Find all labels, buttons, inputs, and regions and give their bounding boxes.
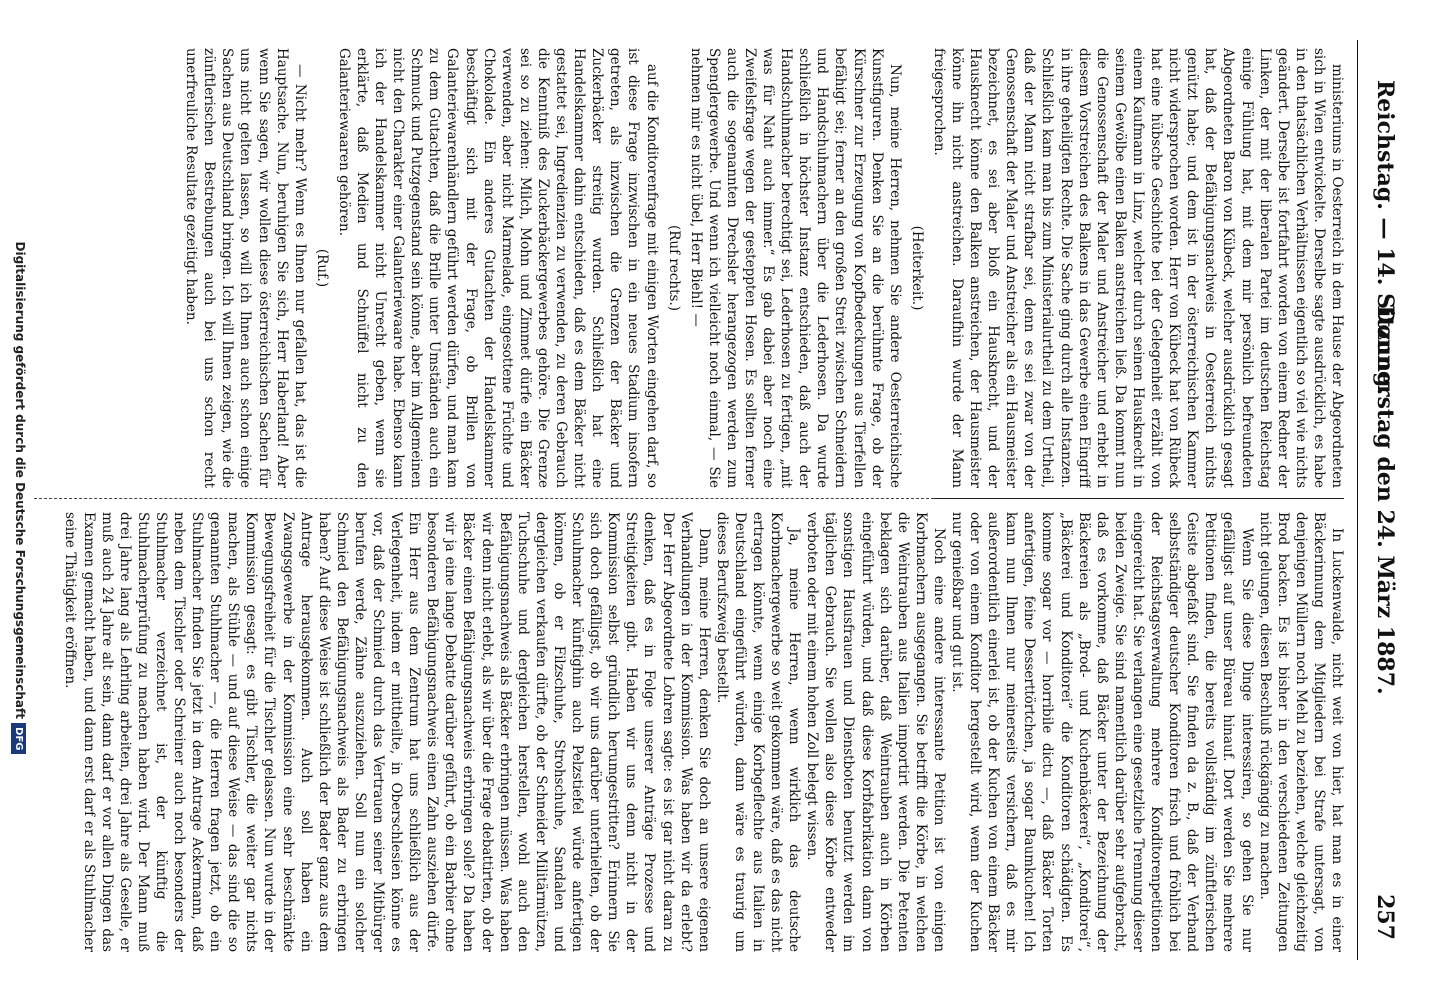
left-paragraph-3: auf die Konditorenfrage mit einigen Worten eingehen darf, so ist diese Frage inzwischen in ein neues Stadium insofern getreten, als inzwischen die Grenzen der Bäcker und Zuckerbäcker streitig wurden. Schließlich hat eine Handelskammer dahin entschieden, daß es dem Bäcker nicht gestattet sei, Ingredienzien zu verwenden, zu deren Gebrauch die Kenntniß des Zuckerbäckergewerbes gehöre. Die Grenze sei so zu ziehen: Milch, Mohn und Zimmet dürfe ein Bäcker verwenden, aber nicht Marmelade, eingesottene Früchte und Chokolade. Ein anderes Gutachten der Handelskammer beschäftigt sich mit der Frage, ob Brillen von Galanteriewarenhändlern geführt werden dürfen, und man kam zu dem Gutachten, daß die Brille unter Umständen auch ein Schmuck und Putzgegenstand sein könne, aber im Allgemeinen nicht den Charakter einer Galanteriewaare habe. Ebenso kann ich der Handelskammer nicht Unrecht geben, wenn sie erklärte, daß Medien und Schnüffel nicht zu den Galanteriewaaren gehören.	[335, 48, 660, 488]
left-aside-ruf: (Ruf.)	[313, 248, 330, 288]
right-paragraph-3: Noch eine andere interessante Petition ist von einigen Korbmachern ausgegangen. Sie betrifft die Körbe, in welchen die Weintrauben aus Italien importirt werden. Die Petenten beklagen sich darüber, daß Weintrauben auch in Körben eingeführt würden, und daß diese Korbfabrikation dann von sonstigen Hausfrauen und Dienstboten benutzt werden im täglichen Gebrauch. Sie wollen also diese Körbe entweder verboten oder mit einem hohen Zoll belegt wissen.	[804, 512, 947, 952]
right-paragraph-4: Ja, meine Herren, wenn wirklich das deutsche Korbmachergewerbe so weit gekommen wäre, daß es das nicht ertragen könnte, wenn einige Korbgeflechte aus Italien in Deutschland eingeführt würden, dann wäre es traurig um dieses Berufszweig bestellt.	[713, 512, 803, 952]
header-rule	[1357, 40, 1358, 960]
left-paragraph-4: — Nicht mehr? Wenn es Ihnen nur gefallen hat, das ist die Hauptsache. Nun, beruhigen Sie sich, Herr Haberland! Aber wenn Sie sagen, wir wollen diese österreichischen Sachen für uns nicht gelten lassen, so will ich Ihnen auch schon einige Sachen aus Deutschland bringen. Ich will Ihnen zeigen, wie die zünftlerischen Bestrebungen auch bei uns schon recht unerfreuliche Resultate gezeitigt haben.	[183, 48, 308, 488]
right-paragraph-1: In Luckenwalde, nicht weit von hier, hat man es in einer Bäckerinnung dem Mitgliedern bei Strafe untersagt, von denjenigen Müllern noch Mehl zu beziehen, welche gleichzeitig Brod backen. Es ist bisher in den verschiedenen Zeitungen nicht gelungen, diesen Beschluß rückgängig zu machen.	[1256, 512, 1345, 952]
right-paragraph-5: Dann, meine Herren, denken Sie doch an unsere eigenen Verhandlungen in der Kommission. Was haben wir da erlebt? Der Herr Abgeordnete Lohren sagte: es ist gar nicht daran zu denken, daß es in Folge unserer Anträge Prozesse und Streitigkeiten gibt. Haben wir uns denn nicht in der Kommission selbst gründlich herumgestritten? Erinnern Sie sich doch gefälligst, ob wir uns darüber unterhielten, ob der Schuhmacher künftighin auch Pelzstiefel würde anfertigen können, ob er Filzschuhe, Strohschuhe, Sandalen und dergleichen verkaufen dürfte, ob der Schneider Militärmützen, Tuchschuhe und dergleichen herstellen, wohl auch den Befähigungsnachweis als Bäcker erbringen müssen. Was haben wir denn nicht erlebt, als wir über die Frage debattirten, ob der Bäcker einen Befähigungsnachweis erbringen solle? Da haben wir ja eine lange Debatte darüber geführt, ob ein Barbier ohne besonderen Befähigungsnachweis einen Zahn ausziehen dürfe. Ein Herr aus dem Zentrum hat uns schließlich aus der Verlegenheit, indem er mittheilte, in Oberschlesien könne es vor, daß der Schmied durch das Vertrauen seiner Mitbürger berufen werde, Zähne auszuziehen. Soll nun ein solcher Schmied den Befähigungsnachweis als Bader zu erbringen haben? Auf diese Weise ist schließlich der Bader ganz aus dem Antrage herausgekommen. Auch soll haben ein Zwangsgewerbe in der Kommission eine sehr beschränkte Bewegungsfreiheit für die Tischler gelassen. Nun wurde in der Kommission gesagt: es gibt Tischler, die weiter gar nichts machen, als Stühle — und auf diese Weise — das sind die so genannten Stuhlmacher —, die Herren fragen jetzt, ob ein Stuhlmacher finden Sie jetzt in dem Antrage Ackermann, daß neben dem Tischler oder Schreiner auch noch besonders der Stuhlmacher verzeichnet ist, der künftig die Stuhlmacherprüfung zu machen haben wird. Der Mann muß drei Jahre lang als Lehrling arbeiten, drei Jahre als Geselle, er muß auch 24 Jahre alt sein, dann darf er vor allen Dingen das Examen gemacht haben, und dann erst darf er als Stuhlmacher seine Thätigkeit eröffnen.	[62, 512, 712, 952]
digitization-credit	[5, 0, 27, 1000]
page-header	[1364, 40, 1404, 960]
right-column	[36, 512, 1346, 952]
right-paragraph-2: Wenn Sie diese Dinge interessiren, so gehen Sie nur gefälligst auf unser Büreau hinauf. Dort werden Sie mehrere Petitionen finden, die bereits vollständig im zünftlerischen Geiste abgefaßt sind. Sie finden da z. B., daß der Verband selbstständiger deutscher Konditoren frisch und fröhlich bei der Reichstagsverwaltung mehrere Konditorenpetitionen eingereicht hat. Sie verlangen eine gesetzliche Trennung dieser beiden Zweige. Sie sind namentlich darüber sehr aufgebracht, daß es vorkomme, daß Bäcker unter der Bezeichnung der Bäckereien als „Brod- und Kuchenbäckerei“, „Konditorei“, „Bäckerei und Konditorei“ die Konditoren schädigten. Es komme sogar vor — horribile dictu —, daß Bäcker Torten anfertigen, feine Desserttörtchen, ja sogar Baumkuchen! Ich kann nun Ihnen nur meinerseits versichern, daß es mir außerordentlich einerlei ist, ob der Kuchen von einem Bäcker oder von einem Konditor hergestellt wird, wenn der Kuchen nur genießbar und gut ist.	[949, 512, 1255, 952]
header-date: Donnerstag den 24. März 1887.	[1372, 305, 1398, 695]
left-aside-heiterkeit: (Heiterkeit.)	[908, 225, 925, 311]
header-session: Reichstag. — 14. Sitzung.	[1372, 80, 1398, 396]
page-number: 257	[1372, 894, 1398, 940]
column-divider-dashed	[34, 498, 934, 499]
left-column	[36, 48, 1346, 488]
left-paragraph-2: Nun, meine Herren, nehmen Sie andere Oesterreichische Kunstfiguren. Denken Sie an die berühmte Frage, ob der Kürschner zur Erzeugung von Kopfbedeckungen aus Tierfellen befähigt sei; ferner an den großen Streit zwischen Schneidern und Handschuhmachern über die Lederhosen. Da wurde schließlich in höchster Instanz entschieden, daß auch der Handschuhmacher berechtigt sei, Lederhosen zu fertigen, „mit was für Naht auch immer.“ Es gab dabei aber noch eine Zweifelsfrage wegen der gesteppten Hosen. Es sollten ferner auch die sogenannten Drechsler herangezogen werden zum Spenglergewerbe. Und wenn ich vielleicht noch einmal, — Sie nehmen mir es nicht übel, Herr Biehl! —	[687, 48, 903, 488]
left-paragraph-1: ministeriums in Oesterreich in dem Hause der Abgeordneten sich in Wien entwickelte. Derselbe sagte ausdrücklich, es habe in den thatsächlichen Verhältnissen eigentlich so viel wie nichts geändert. Derselbe ist fortfahrt worden von einem Redner der Linken, der mit der liberalen Partei im deutschen Reichstag einige Fühlung hat, mit dem mir persönlich befreundeten Abgeordneten Baron von Kübeck, welcher ausdrücklich gesagt hat, daß der Befähigungsnachweis in Oesterreich nichts genützt habe; und dem ist in der österreichischen Kammer nicht widersprochen worden. Herr von Kübeck hat von Rübeck hat eine hübsche Geschichte bei der Gelegenheit erzählt von einem Kaufmann in Linz, welcher durch seinen Hausknecht in seinem Gewölbe einen Balken anstreichen ließ. Da kommt nun die Genossenschaft der Maler und Anstreicher und erhebt in diesem Vorstreichen des Balkens in das Gewerbe einen Eingriff in ihre geheiligten Rechte. Die Sache ging durch alle Instanzen. Schließlich kam man bis zum Ministerialurtheil zu dem Urtheil, daß der Mann nicht strafbar sei, denn es sei zwar von der Genossenschaft der Maler und Anstreicher als ein Hausmeister bezeichnet, es sei aber bloß ein Hausknecht, und der Hausknecht könne den Balken anstreichen, der Hausmeister könne ihn nicht anstreichen. Daraufhin wurde der Mann freigesprochen.	[930, 48, 1345, 488]
left-aside-ruf-rechts: (Ruf rechts.)	[665, 224, 682, 312]
footer-text: Digitalisierung gefördert durch die Deutsche Forschungsgemeinschaft	[13, 241, 27, 719]
column-divider	[934, 498, 1344, 499]
dfg-logo-icon: DFG	[11, 723, 26, 754]
